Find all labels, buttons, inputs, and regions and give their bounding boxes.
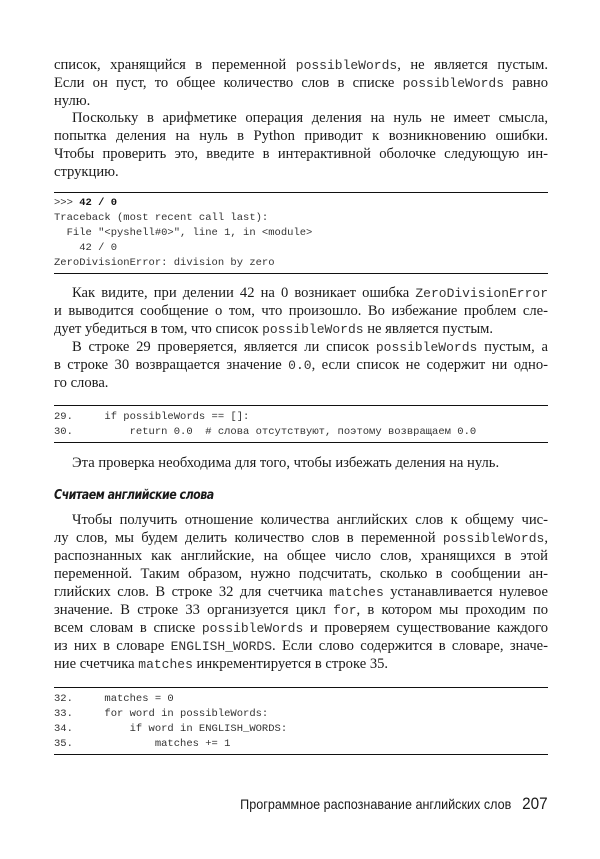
- code-text: 34. if word in ENGLISH_WORDS:: [54, 723, 288, 735]
- code-rule-bottom: [54, 273, 548, 274]
- text-line: [54, 56, 548, 74]
- inline-code: possibleWords: [295, 58, 398, 73]
- paragraph: [54, 454, 548, 472]
- text-segment: , если список не содержит ни одно-: [311, 357, 548, 373]
- text-segment: пустым, а: [477, 339, 548, 355]
- text-line: [54, 109, 548, 127]
- text-segment: нулю.: [54, 93, 91, 109]
- user-input: 42 / 0: [79, 197, 118, 209]
- text-segment: Эта проверка необходима для того, чтобы избежать деления на нуль.: [72, 455, 500, 471]
- page-footer: [241, 794, 548, 814]
- text-line: [54, 637, 548, 655]
- text-segment: . Если слово содержится в словаре, значе-: [272, 638, 549, 654]
- code-rule-bottom: [54, 442, 548, 443]
- code-text: Traceback (most recent call last):: [54, 212, 269, 224]
- paragraph: [54, 511, 548, 673]
- code-rule-bottom: [54, 754, 548, 755]
- code-line: [54, 211, 548, 226]
- text-segment: устанавливается нулевое: [383, 584, 548, 600]
- text-line: [54, 338, 548, 356]
- text-segment: всем словам в списке: [54, 620, 202, 636]
- inline-code: possibleWords: [402, 76, 505, 91]
- text-segment: Поскольку в арифметике операция деления на нуль не имеет смысла,: [72, 110, 548, 126]
- code-line: [54, 196, 548, 211]
- text-line: [54, 511, 548, 529]
- text-line: [54, 92, 548, 110]
- text-line: [54, 655, 548, 673]
- code-line: [54, 256, 548, 271]
- text-line: [54, 529, 548, 547]
- code-line: [54, 425, 548, 440]
- paragraph: [54, 56, 548, 110]
- inline-code: possibleWords: [262, 322, 364, 337]
- text-segment: В строке 29 проверяется, является ли список: [72, 339, 376, 355]
- text-segment: равно: [504, 75, 549, 91]
- inline-code: ENGLISH_WORDS: [170, 639, 273, 654]
- text-segment: Если он пуст, то общее количество слов в списке: [54, 75, 403, 91]
- inline-code: possibleWords: [375, 340, 478, 355]
- text-line: [54, 356, 548, 374]
- text-segment: лу слов, мы будем делить количество слов в переменной: [54, 530, 443, 546]
- text-line: [54, 284, 548, 302]
- text-segment: из них в словаре: [54, 638, 171, 654]
- inline-code: matches: [329, 585, 384, 600]
- text-segment: ние счетчика: [54, 656, 139, 672]
- text-segment: глийских слов. В строке 32 для счетчика: [54, 584, 330, 600]
- paragraph: [54, 109, 548, 181]
- text-segment: не является пустым.: [363, 321, 494, 337]
- text-line: [54, 583, 548, 601]
- code-block-count: [54, 692, 548, 752]
- text-segment: Чтобы проверить это, введите в интерактивной оболочке следующую ин-: [54, 146, 548, 162]
- code-line: [54, 692, 548, 707]
- text-line: [54, 619, 548, 637]
- paragraph: [54, 284, 548, 338]
- paragraph: [54, 338, 548, 392]
- code-rule-top: [54, 405, 548, 406]
- text-segment: Как видите, при делении 42 на 0 возникает ошибка: [72, 285, 416, 301]
- code-block-check: [54, 410, 548, 440]
- code-text: 33. for word in possibleWords:: [54, 708, 269, 720]
- text-segment: Чтобы получить отношение количества английских слов к общему чис-: [72, 512, 548, 528]
- code-line: [54, 737, 548, 752]
- inline-code: possibleWords: [442, 531, 545, 546]
- shell-prompt: >>>: [54, 197, 80, 209]
- text-line: [54, 163, 548, 181]
- text-segment: инкрементируется в строке 35.: [192, 656, 389, 672]
- text-segment: , в котором мы проходим по: [356, 602, 548, 618]
- code-text: File "<pyshell#0>", line 1, in <module>: [54, 227, 313, 239]
- code-line: [54, 722, 548, 737]
- text-line: [54, 547, 548, 565]
- page-number: 207: [522, 794, 548, 813]
- text-segment: и выводится сообщение о том, что произошло. Во избежание проблем сле-: [54, 303, 548, 319]
- text-line: [54, 601, 548, 619]
- inline-code: ZeroDivisionError: [415, 286, 548, 301]
- code-text: 29. if possibleWords == []:: [54, 411, 250, 423]
- text-line: [54, 74, 548, 92]
- code-block-shell: [54, 196, 548, 271]
- text-line: [54, 374, 548, 392]
- text-segment: переменной. Таким образом, нужно подсчитать, сколько в сообщении ан-: [54, 566, 548, 582]
- text-segment: струкцию.: [54, 164, 119, 180]
- running-title: Программное распознавание английских слов: [240, 796, 512, 812]
- text-segment: го слова.: [54, 375, 109, 391]
- text-segment: список, хранящийся в переменной: [54, 57, 296, 73]
- text-line: [54, 145, 548, 163]
- inline-code: possibleWords: [201, 621, 304, 636]
- text-segment: ,: [544, 530, 548, 546]
- code-line: [54, 410, 548, 425]
- section-heading: Считаем английские слова: [54, 488, 214, 503]
- code-text: 42 / 0: [54, 242, 118, 254]
- text-segment: , не является пустым.: [397, 57, 548, 73]
- inline-code: 0.0: [288, 358, 312, 373]
- code-rule-top: [54, 687, 548, 688]
- text-line: [54, 454, 548, 472]
- text-segment: и проверяем существование каждого: [303, 620, 548, 636]
- text-segment: дует убедиться в том, что список: [54, 321, 263, 337]
- text-segment: в строке 30 возвращается значение: [54, 357, 289, 373]
- text-segment: значение. В строке 33 организуется цикл: [54, 602, 334, 618]
- code-line: [54, 226, 548, 241]
- code-text: 35. matches += 1: [54, 738, 231, 750]
- code-text: 32. matches = 0: [54, 693, 174, 705]
- text-line: [54, 127, 548, 145]
- inline-code: matches: [138, 657, 193, 672]
- code-text: 30. return 0.0 # слова отсутствуют, поэтому возвращаем 0.0: [54, 426, 477, 438]
- inline-code: for: [333, 603, 357, 618]
- code-rule-top: [54, 192, 548, 193]
- text-segment: распознанных как английские, на общее число слов, хранящихся в этой: [54, 548, 548, 564]
- text-line: [54, 320, 548, 338]
- code-line: [54, 707, 548, 722]
- text-line: [54, 302, 548, 320]
- code-text: ZeroDivisionError: division by zero: [54, 257, 275, 269]
- text-segment: попытка деления на нуль в Python приводит к возникновению ошибки.: [54, 128, 548, 144]
- code-line: [54, 241, 548, 256]
- text-line: [54, 565, 548, 583]
